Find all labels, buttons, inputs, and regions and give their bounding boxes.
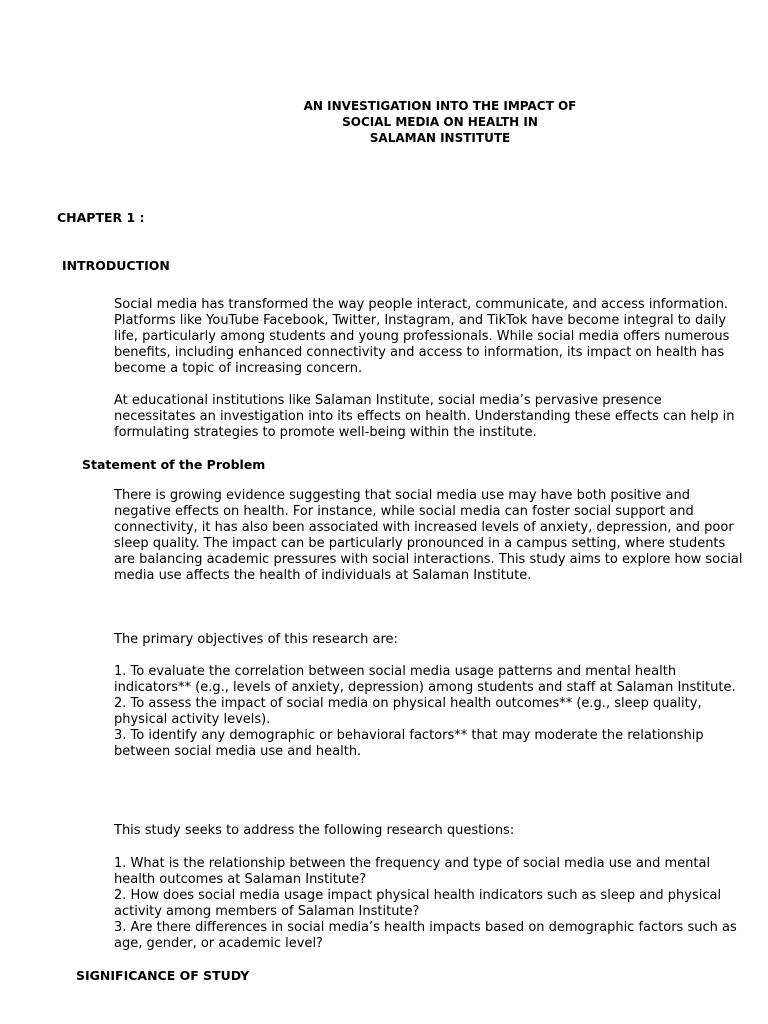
list-item: physical activity levels). — [114, 712, 271, 727]
objectives-intro — [114, 632, 734, 648]
list-item: indicators** (e.g., levels of anxiety, depression) among students and staff at Salaman Institute. — [114, 680, 736, 695]
list-item: 1. What is the relationship between the frequency and type of social media use and mental — [114, 856, 711, 871]
problem-heading: Statement of the Problem — [82, 457, 266, 472]
questions-list — [114, 856, 737, 952]
chapter-heading: CHAPTER 1 : — [57, 210, 145, 225]
introduction-heading: INTRODUCTION — [62, 258, 170, 273]
document-title — [240, 98, 640, 146]
paragraph-line: This study seeks to address the following research questions: — [114, 823, 515, 838]
list-item: 3. Are there differences in social media’s health impacts based on demographic factors such as — [114, 920, 737, 935]
list-item: health outcomes at Salaman Institute? — [114, 872, 367, 887]
list-item: 3. To identify any demographic or behavioral factors** that may moderate the relationship — [114, 728, 704, 743]
introduction-paragraph-1 — [114, 297, 734, 377]
list-item: activity among members of Salaman Institute? — [114, 904, 420, 919]
paragraph-line: necessitates an investigation into its effects on health. Understanding these effects can help in — [114, 409, 735, 424]
paragraph-line: At educational institutions like Salaman Institute, social media’s pervasive presence — [114, 393, 662, 408]
list-item: 2. To assess the impact of social media on physical health outcomes** (e.g., sleep quality, — [114, 696, 702, 711]
introduction-paragraph-2 — [114, 393, 734, 441]
objectives-list — [114, 664, 734, 760]
paragraph-line: negative effects on health. For instance, while social media can foster social support and — [114, 504, 694, 519]
list-item: age, gender, or academic level? — [114, 936, 323, 951]
title-line-2: SOCIAL MEDIA ON HEALTH IN — [342, 115, 538, 129]
paragraph-line: benefits, including enhanced connectivity and access to information, its impact on health has — [114, 345, 725, 360]
list-item: 1. To evaluate the correlation between social media usage patterns and mental health — [114, 664, 677, 679]
paragraph-line: media use affects the health of individuals at Salaman Institute. — [114, 568, 532, 583]
paragraph-line: formulating strategies to promote well-being within the institute. — [114, 425, 537, 440]
problem-paragraph — [114, 488, 743, 584]
title-line-1: AN INVESTIGATION INTO THE IMPACT OF — [303, 99, 577, 113]
list-item: between social media use and health. — [114, 744, 362, 759]
paragraph-line: life, particularly among students and young professionals. While social media offers numerous — [114, 329, 730, 344]
paragraph-line: become a topic of increasing concern. — [114, 361, 363, 376]
paragraph-line: sleep quality. The impact can be particularly pronounced in a campus setting, where students — [114, 536, 726, 551]
paragraph-line: are balancing academic pressures with social interactions. This study aims to explore how social — [114, 552, 743, 567]
paragraph-line: There is growing evidence suggesting that social media use may have both positive and — [114, 488, 690, 503]
list-item: 2. How does social media usage impact physical health indicators such as sleep and physical — [114, 888, 722, 903]
paragraph-line: The primary objectives of this research are: — [114, 632, 398, 647]
paragraph-line: Platforms like YouTube Facebook, Twitter, Instagram, and TikTok have become integral to daily — [114, 313, 727, 328]
paragraph-line: connectivity, it has also been associated with increased levels of anxiety, depression, and poor — [114, 520, 734, 535]
paragraph-line: Social media has transformed the way people interact, communicate, and access information. — [114, 297, 729, 312]
title-line-3: SALAMAN INSTITUTE — [369, 131, 511, 145]
significance-heading: SIGNIFICANCE OF STUDY — [76, 968, 250, 983]
questions-intro — [114, 823, 734, 839]
